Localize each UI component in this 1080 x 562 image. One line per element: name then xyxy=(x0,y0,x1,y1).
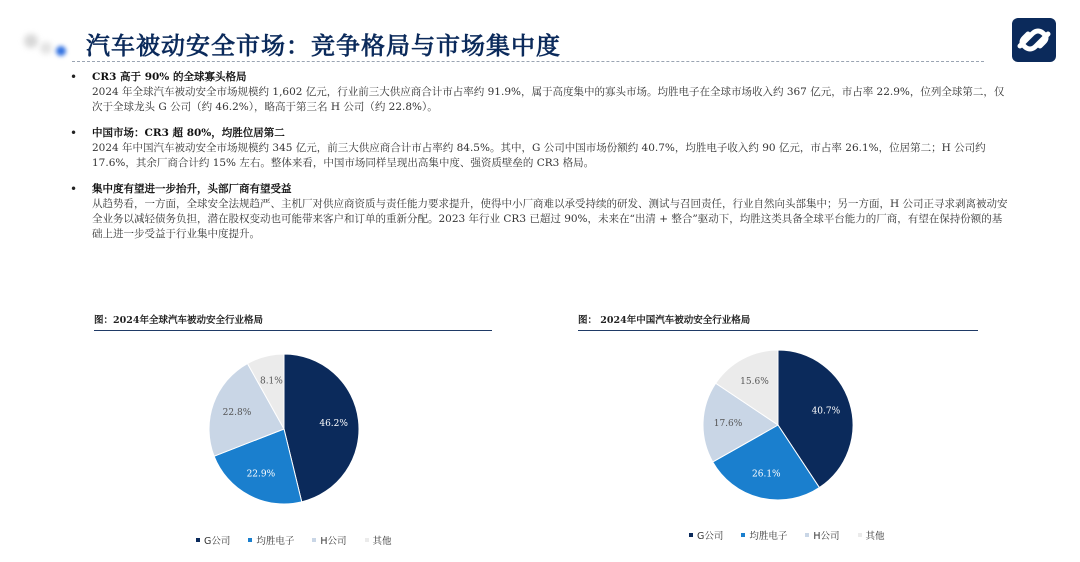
legend-swatch xyxy=(312,538,316,542)
legend-label: 均胜电子 xyxy=(749,531,788,542)
pie-data-label: 46.2% xyxy=(319,419,348,430)
china-chart-panel xyxy=(578,312,978,331)
bullet-list xyxy=(70,70,1010,253)
legend-label: 其他 xyxy=(372,536,392,547)
legend-swatch xyxy=(858,533,862,537)
title-divider xyxy=(72,61,984,62)
legend-item xyxy=(365,533,392,547)
pie-data-label: 22.9% xyxy=(246,469,276,480)
legend-item xyxy=(689,528,723,542)
global-pie-chart xyxy=(199,344,369,514)
legend-label: 均胜电子 xyxy=(256,536,295,547)
global-chart-title: 图：2024年全球汽车被动安全行业格局 xyxy=(94,312,492,331)
brand-logo-icon xyxy=(1010,16,1058,64)
legend-item xyxy=(858,528,885,542)
china-pie-chart xyxy=(693,340,863,510)
bullet-heading: 集中度有望进一步抬升，头部厂商有望受益 xyxy=(92,183,292,195)
bullet-heading: CR3 高于 90% 的全球寡头格局 xyxy=(92,71,247,83)
pie-data-label: 8.1% xyxy=(259,376,283,387)
page-title: 汽车被动安全市场：竞争格局与市场集中度 xyxy=(86,32,561,60)
bullet-item-china xyxy=(70,126,1010,171)
legend-swatch xyxy=(365,538,369,542)
legend-label: H公司 xyxy=(813,531,840,542)
legend-item xyxy=(196,533,230,547)
bullet-icon: • xyxy=(70,182,78,196)
pie-data-label: 15.6% xyxy=(740,376,769,387)
legend-item xyxy=(248,533,294,547)
china-chart-title: 图： 2024年中国汽车被动安全行业格局 xyxy=(578,312,978,331)
global-chart-legend xyxy=(196,533,392,547)
bullet-item-trend xyxy=(70,182,1010,242)
legend-item xyxy=(805,528,839,542)
legend-label: G公司 xyxy=(697,531,724,542)
legend-label: H公司 xyxy=(320,536,347,547)
legend-swatch xyxy=(248,538,252,542)
pie-data-label: 17.6% xyxy=(713,419,743,430)
china-chart-legend xyxy=(689,528,885,542)
pie-data-label: 22.8% xyxy=(222,408,252,419)
legend-item xyxy=(312,533,346,547)
blurred-mark xyxy=(18,30,68,66)
bullet-item-global xyxy=(70,70,1010,115)
legend-swatch xyxy=(741,533,745,537)
legend-label: 其他 xyxy=(865,531,885,542)
bullet-icon: • xyxy=(70,126,78,140)
pie-data-label: 40.7% xyxy=(811,406,841,417)
legend-swatch xyxy=(689,533,693,537)
global-chart-panel xyxy=(94,312,492,331)
bullet-text: 2024 年中国汽车被动安全市场规模约 345 亿元，前三大供应商合计市占率约 84.5%。其中，G 公司中国市场份额约 40.7%，均胜电子收入约 90 亿元，市占率 26.1%，位居第二；H 公司约 17.6%，其余厂商合计约 15% 左右。整体来看，中国市场同样呈现出高集中度、强资质壁垒的 CR3 格局。 xyxy=(92,142,986,169)
legend-label: G公司 xyxy=(204,536,231,547)
legend-item xyxy=(741,528,787,542)
bullet-icon: • xyxy=(70,70,78,84)
pie-data-label: 26.1% xyxy=(752,469,781,480)
legend-swatch xyxy=(196,538,200,542)
bullet-text: 2024 年全球汽车被动安全市场规模约 1,602 亿元，行业前三大供应商合计市占率约 91.9%，属于高度集中的寡头市场。均胜电子在全球市场收入约 367 亿元，市占率 22.9%，位列全球第二，仅次于全球龙头 G 公司（约 46.2%），略高于第三名 H 公司（约 22.8%）。 xyxy=(92,86,1005,113)
bullet-heading: 中国市场：CR3 超 80%，均胜位居第二 xyxy=(92,127,285,139)
legend-swatch xyxy=(805,533,809,537)
bullet-text: 从趋势看，一方面，全球安全法规趋严、主机厂对供应商资质与责任能力要求提升，使得中小厂商难以承受持续的研发、测试与召回责任，行业自然向头部集中；另一方面，H 公司正寻求剥离被动安全业务以减轻债务负担，潜在股权变动也可能带来客户和订单的重新分配。2023 年行业 CR3 已超过 90%，未来在“出清 + 整合”驱动下，均胜这类具备全球平台能力的厂商，有望在保持份额的基础上进一步受益于行业集中度提升。 xyxy=(92,198,1008,240)
